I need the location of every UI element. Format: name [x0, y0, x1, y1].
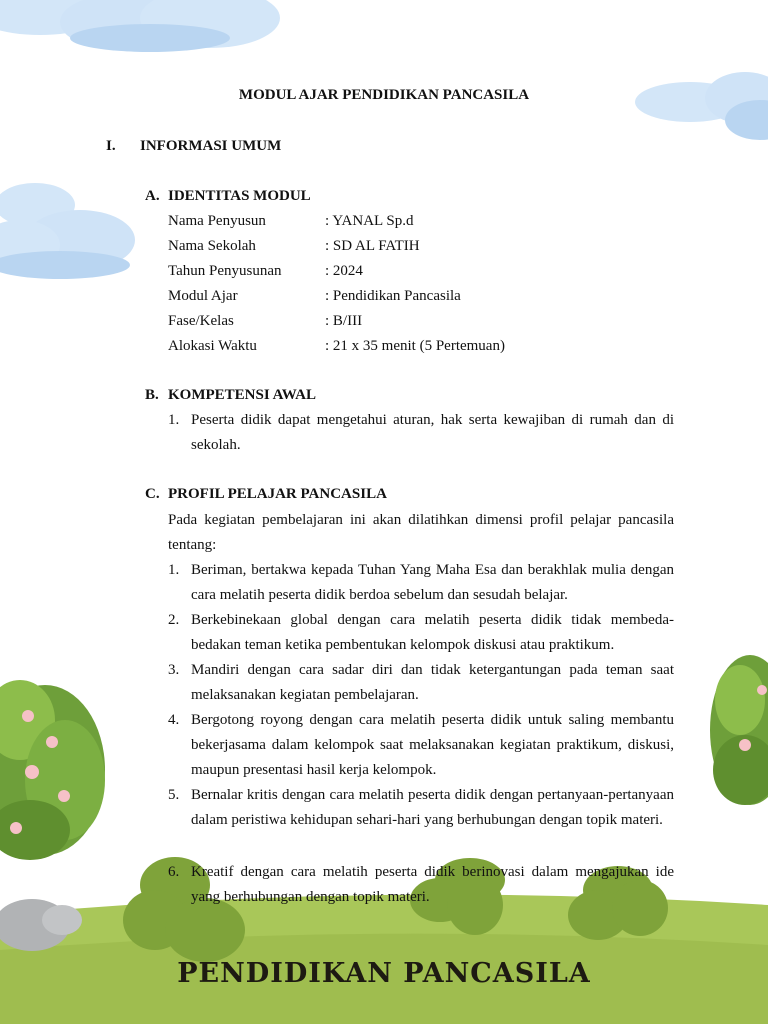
kompetensi-letter: B. [145, 387, 159, 403]
identitas-label: Alokasi Waktu [168, 338, 257, 354]
profil-letter: C. [145, 486, 160, 502]
identitas-label: Modul Ajar [168, 288, 238, 304]
list-number: 4. [168, 712, 180, 728]
list-text: Kreatif dengan cara melatih peserta didik berinovasi dalam mengajukan ide yang berhubungan dengan topik materi. [191, 864, 674, 905]
identitas-letter: A. [145, 188, 160, 204]
section-number: I. [106, 138, 116, 154]
profil-heading-text: PROFIL PELAJAR PANCASILA [168, 486, 387, 502]
section-title: INFORMASI UMUM [140, 138, 282, 154]
list-item [168, 608, 674, 658]
list-number: 1. [168, 412, 180, 428]
identitas-label: Nama Sekolah [168, 238, 256, 254]
list-item [168, 860, 674, 910]
identitas-label: Nama Penyusun [168, 213, 266, 229]
list-number: 6. [168, 864, 180, 880]
footer-title: PENDIDIKAN PANCASILA [177, 958, 591, 989]
profil-heading [145, 486, 387, 503]
list-number: 5. [168, 787, 180, 803]
list-text: Bernalar kritis dengan cara melatih peserta didik dengan pertanyaan-pertanyaan dalam peristiwa kehidupan sehari-hari yang berhubungan dengan topik materi. [191, 787, 674, 828]
list-item [168, 708, 674, 783]
identitas-label: Tahun Penyusunan [168, 263, 282, 279]
identitas-heading [145, 188, 311, 205]
list-item [168, 408, 674, 458]
document-title: MODUL AJAR PENDIDIKAN PANCASILA [238, 87, 530, 103]
kompetensi-heading-text: KOMPETENSI AWAL [168, 387, 316, 403]
list-text: Bergotong royong dengan cara melatih peserta didik untuk saling membantu bekerjasama dalam kelompok saat melaksanakan kegiatan praktikum, diskusi, maupun presentasi hasil kerja kelompok. [191, 712, 674, 778]
list-item [168, 783, 674, 833]
identitas-value: : 2024 [325, 263, 363, 279]
list-item [168, 558, 674, 608]
identitas-value: : B/III [325, 313, 363, 329]
list-text: Berkebinekaan global dengan cara melatih peserta didik tidak membeda-bedakan teman ketika pembentukan kelompok diskusi atau praktikum. [191, 612, 674, 653]
kompetensi-heading [145, 387, 316, 404]
list-text: Peserta didik dapat mengetahui aturan, hak serta kewajiban di rumah dan di sekolah. [191, 412, 674, 453]
identitas-label: Fase/Kelas [168, 313, 234, 329]
profil-intro: Pada kegiatan pembelajaran ini akan dilatihkan dimensi profil pelajar pancasila tentang: [168, 512, 674, 553]
list-text: Mandiri dengan cara sadar diri dan tidak ketergantungan pada teman saat melaksanakan kegiatan pembelajaran. [191, 662, 674, 703]
identitas-heading-text: IDENTITAS MODUL [168, 188, 311, 204]
identitas-value: : Pendidikan Pancasila [325, 288, 461, 304]
list-number: 1. [168, 562, 180, 578]
list-text: Beriman, bertakwa kepada Tuhan Yang Maha Esa dan berakhlak mulia dengan cara melatih peserta didik berdoa sebelum dan sesudah belajar. [191, 562, 674, 603]
identitas-value: : SD AL FATIH [325, 238, 420, 254]
list-item [168, 658, 674, 708]
list-number: 2. [168, 612, 180, 628]
identitas-value: : YANAL Sp.d [325, 213, 414, 229]
list-number: 3. [168, 662, 180, 678]
identitas-value: : 21 x 35 menit (5 Pertemuan) [325, 338, 505, 354]
